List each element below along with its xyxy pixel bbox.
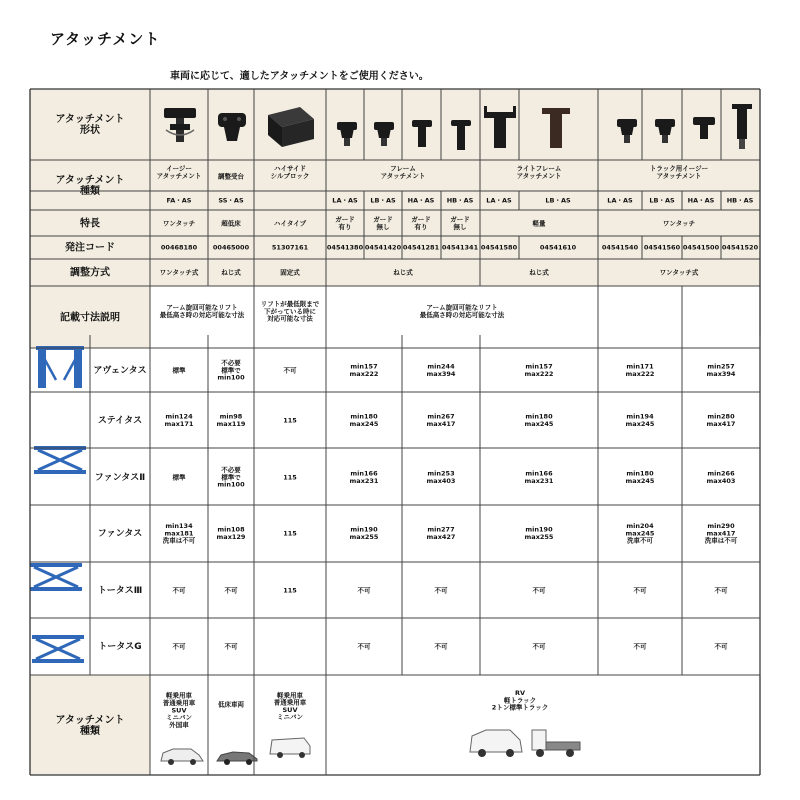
phantasu-lift-icon	[30, 563, 82, 591]
model-code: LA・AS	[486, 196, 512, 205]
model-code: FA・AS	[166, 196, 192, 205]
lift-name: ステイタス	[97, 416, 143, 427]
tortoise-g-lift-icon	[32, 635, 84, 663]
feature-text: ハイタイプ	[273, 219, 307, 228]
lift-value: min166 max231	[524, 469, 554, 485]
lift-value: min190 max255	[349, 525, 379, 541]
lift-value: min180 max245	[625, 469, 655, 485]
lift-name: トータスG	[98, 642, 142, 653]
vehicle-type-text: 軽乗用車普通乗用車 SUV ミニバン外国車	[162, 691, 196, 729]
lift-value: min194 max245	[625, 412, 655, 428]
adjust-row-label: 調整方式	[70, 267, 110, 279]
truck-icon	[532, 730, 580, 757]
feature-text: 軽量	[532, 219, 546, 228]
order-code: 04541500	[682, 243, 720, 252]
low-car-icon	[217, 752, 257, 765]
lift-value: 不可	[532, 642, 546, 651]
lift-value: 不可	[633, 642, 647, 651]
vehicle-type-text: RV 軽トラック 2トン標準トラック	[491, 688, 549, 712]
model-code: LB・AS	[545, 196, 571, 205]
order-code: 04541520	[721, 243, 759, 252]
group-truck-label: トラック用イージーアタッチメント	[649, 164, 709, 180]
lift-value: min180 max245	[349, 412, 379, 428]
order-code: 04541341	[441, 243, 479, 252]
vehicle-type-text: 低床車両	[218, 700, 244, 709]
lift-value: min124 max171	[164, 412, 194, 428]
aventus-lift-icon	[36, 346, 84, 388]
lift-name: ファンタス	[97, 529, 143, 540]
lift-value: min266 max403	[706, 469, 736, 485]
lift-value: min98 max119	[216, 412, 246, 428]
vehicle-images	[161, 730, 580, 765]
model-code: HA・AS	[407, 196, 435, 205]
lift-value: 115	[283, 473, 297, 482]
lift-value: 不可	[224, 586, 238, 595]
feature-text: ガード無し	[450, 215, 470, 231]
lift-value: 不必要標準で min100	[217, 358, 245, 382]
model-code: SS・AS	[218, 196, 244, 205]
lift-value: 不可	[283, 366, 297, 375]
table-background	[30, 89, 760, 775]
lift-value: 115	[283, 586, 297, 595]
order-code: 04541420	[364, 243, 402, 252]
model-code: LA・AS	[607, 196, 633, 205]
lift-value: min267 max417	[426, 412, 456, 428]
lift-value: min190 max255	[524, 525, 554, 541]
lift-value: min166 max231	[349, 469, 379, 485]
lift-value: 不可	[714, 586, 728, 595]
lift-value: 不可	[224, 642, 238, 651]
lift-value: 不可	[633, 586, 647, 595]
lift-value: min134 max181 洗車は不可	[162, 521, 196, 545]
lift-value: 標準	[172, 473, 186, 482]
lift-value: 標準	[172, 366, 186, 375]
order-code: 04541560	[643, 243, 681, 252]
adjust-method: 固定式	[280, 268, 300, 277]
group-adjust-label: 調整受台	[218, 172, 244, 181]
group-frame-label: フレームアタッチメント	[380, 164, 426, 180]
lift-value: 115	[283, 416, 297, 425]
rv-suv-icon	[470, 730, 522, 757]
adjust-method: ねじ式	[221, 268, 241, 277]
adjust-method: ねじ式	[529, 268, 549, 277]
lift-value: 不可	[434, 642, 448, 651]
dimension-note: アーム旋回可能なリフト最低高さ時の対応可能な寸法	[159, 303, 245, 319]
model-code: LB・AS	[649, 196, 675, 205]
lift-value: min253 max403	[426, 469, 456, 485]
page-subtitle: 車両に応じて、適したアタッチメントをご使用ください。	[170, 71, 429, 82]
lift-value: min171 max222	[625, 362, 655, 378]
lift-value: min290 max417 洗車は不可	[704, 521, 738, 545]
dimension-note: リフトが最低限まで下がっている時に対応可能な寸法	[260, 299, 320, 323]
order-code: 51307161	[271, 243, 309, 252]
suv-car-icon	[161, 749, 203, 765]
lift-value: min257 max394	[706, 362, 736, 378]
lift-value: 不可	[357, 586, 371, 595]
lift-value: min108 max129	[216, 525, 246, 541]
lift-name: アヴェンタス	[93, 366, 147, 377]
lift-value: 不可	[172, 586, 186, 595]
dimension-row-label: 記載寸法説明	[60, 312, 120, 324]
adjust-method: ワンタッチ式	[659, 268, 699, 277]
order-code: 00465000	[212, 243, 250, 252]
shape-row-label: アタッチメント形状	[55, 113, 125, 137]
order-code: 04541540	[601, 243, 639, 252]
lift-value: min280 max417	[706, 412, 736, 428]
feature-text: ガード有り	[411, 215, 431, 231]
page-title: アタッチメント	[50, 30, 161, 48]
lift-value: 不可	[434, 586, 448, 595]
dimension-note: アーム旋回可能なリフト最低高さ時の対応可能な寸法	[419, 303, 505, 319]
group-highside-label: ハイサイドシルブロック	[270, 164, 310, 180]
lift-name: トータスⅢ	[97, 586, 143, 597]
lift-value: 不可	[532, 586, 546, 595]
model-code: LA・AS	[332, 196, 358, 205]
lift-name: ファンタスⅡ	[94, 473, 146, 484]
order-code: 00468180	[160, 243, 198, 252]
feature-text: ガード無し	[373, 215, 393, 231]
order-code: 04541610	[539, 243, 577, 252]
lift-value: min180 max245	[524, 412, 554, 428]
lift-value: min157 max222	[349, 362, 379, 378]
lift-value: min277 max427	[426, 525, 456, 541]
order-code: 04541380	[326, 243, 364, 252]
lift-value: min244 max394	[426, 362, 456, 378]
lift-value: min157 max222	[524, 362, 554, 378]
order-code: 04541281	[402, 243, 440, 252]
vehicle-type-row-label: アタッチメント種類	[55, 714, 125, 738]
adjust-method: ワンタッチ式	[159, 268, 199, 277]
minivan-icon	[270, 738, 310, 758]
table-cells	[93, 164, 758, 729]
feature-text: 超低床	[221, 219, 241, 228]
feature-text: ワンタッチ	[162, 219, 196, 228]
lift-value: 不必要標準で min100	[217, 465, 245, 489]
feature-text: ワンタッチ	[662, 219, 696, 228]
model-code: HA・AS	[687, 196, 715, 205]
lift-value: min204 max245 洗車不可	[625, 521, 655, 545]
order-code-row-label: 発注コード	[65, 242, 115, 254]
lift-value: 不可	[357, 642, 371, 651]
model-code: HB・AS	[726, 196, 754, 205]
lift-value: 不可	[172, 642, 186, 651]
feature-row-label: 特長	[80, 218, 100, 230]
lift-value: 不可	[714, 642, 728, 651]
order-code: 04541580	[480, 243, 518, 252]
vehicle-type-text: 軽乗用車普通乗用車 SUV ミニバン	[273, 691, 307, 722]
model-code: HB・AS	[446, 196, 474, 205]
lift-value: 115	[283, 529, 297, 538]
group-light-label: ライトフレームアタッチメント	[516, 164, 562, 180]
group-easy-label: イージーアタッチメント	[156, 164, 202, 180]
feature-text: ガード有り	[335, 215, 355, 231]
status-lift-icon	[34, 446, 86, 474]
type-row-label: アタッチメント種類	[55, 174, 125, 198]
adjust-method: ねじ式	[393, 268, 413, 277]
model-code: LB・AS	[370, 196, 396, 205]
